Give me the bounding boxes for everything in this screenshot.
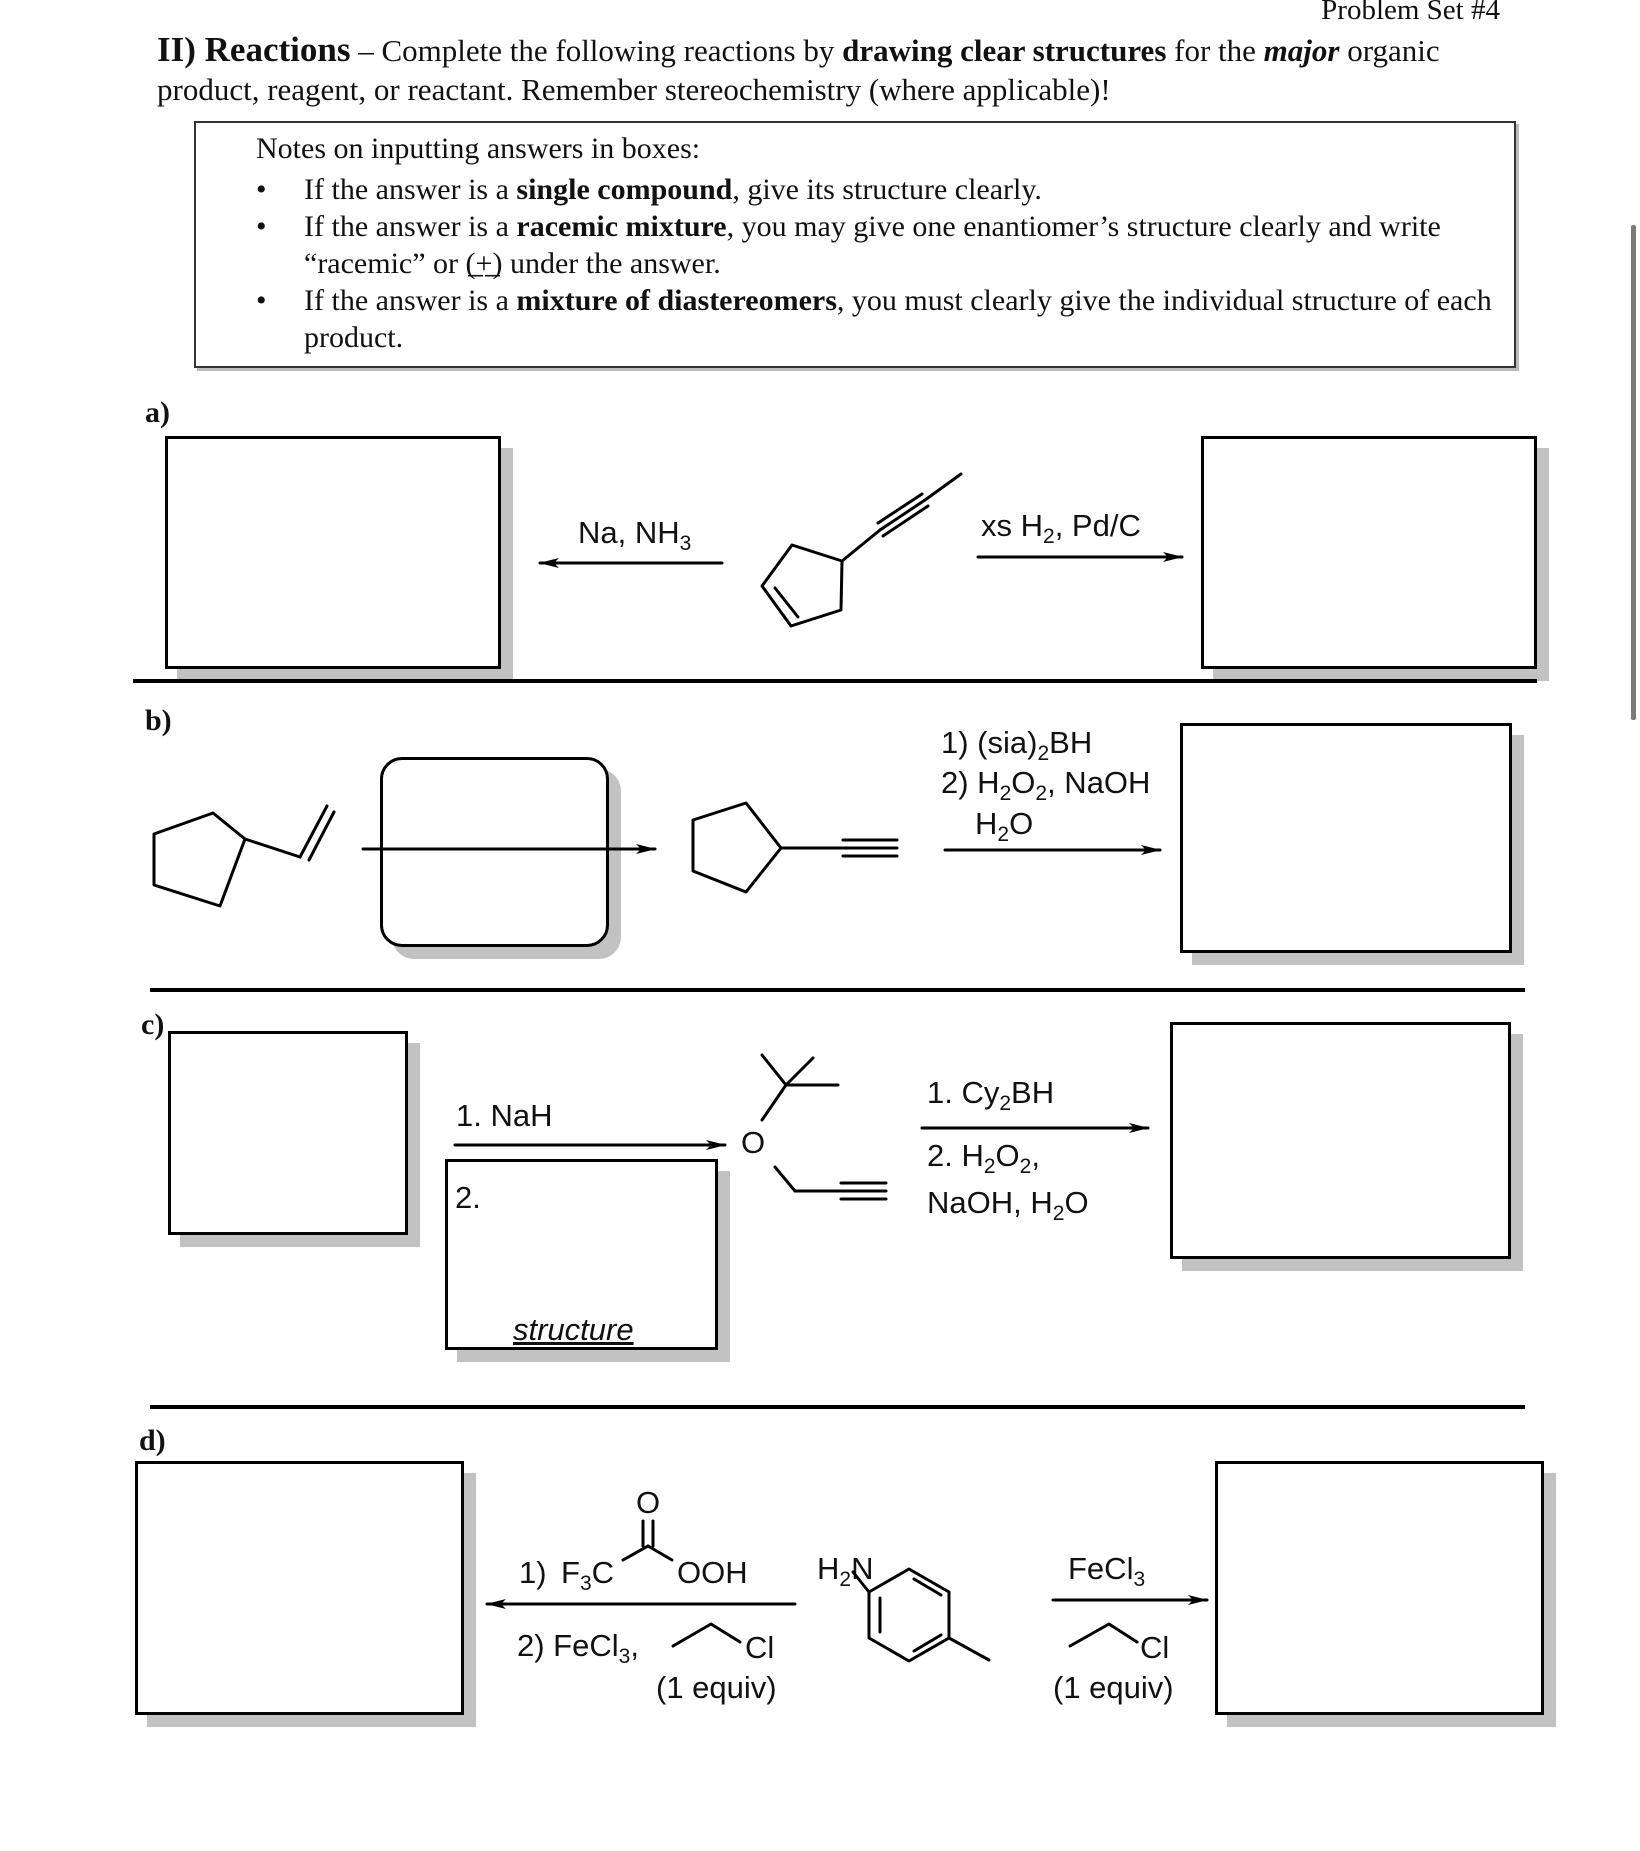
molecule-p-toluidine bbox=[853, 1569, 989, 1661]
molecule-ethynylcyclopentane bbox=[693, 803, 897, 892]
f3c-group: $F_3C$ bbox=[561, 1555, 615, 1596]
section-title: II) Reactions bbox=[157, 30, 351, 69]
reagent-h2o2-naoh: 2) $H_2O_2$, NaOH bbox=[941, 765, 1151, 806]
amine-group: $H_2N$ bbox=[817, 1551, 874, 1592]
chloride-right: Cl bbox=[1140, 1630, 1170, 1665]
structure-hint: structure bbox=[513, 1312, 634, 1347]
ooh-group: OOH bbox=[677, 1555, 748, 1590]
reagent-na-nh3: Na, $NH_3$ bbox=[578, 515, 692, 556]
equiv-right: (1 equiv) bbox=[1053, 1670, 1174, 1705]
molecule-vinylcyclopentane bbox=[154, 806, 334, 906]
molecule-ethyl-chloride-right bbox=[1070, 1624, 1137, 1646]
ether-oxygen-atom: O bbox=[741, 1125, 766, 1160]
problem-c-label: c) bbox=[141, 1008, 165, 1041]
molecule-tbutyl-propargyl-ether bbox=[762, 1055, 886, 1199]
instruction-major: major bbox=[1263, 33, 1340, 68]
problem-a-label: a) bbox=[145, 396, 170, 429]
step-2-label: 2. bbox=[455, 1180, 481, 1215]
reagent-h2o: $H_2O$ bbox=[975, 806, 1034, 847]
bullet-icon: • bbox=[256, 210, 267, 243]
molecule-ethyl-chloride-left bbox=[673, 1624, 740, 1646]
reagent-sia2bh: 1) $(sia)_2BH$ bbox=[941, 725, 1093, 766]
molecule-cyclopentenyl-propyne bbox=[762, 474, 961, 626]
reagent-fecl3-right: FeCl$_3$ bbox=[1068, 1551, 1146, 1592]
chloride-left: Cl bbox=[745, 1630, 775, 1665]
scrollbar-thumb bbox=[1631, 225, 1636, 720]
carbonyl-oxygen-atom: O bbox=[636, 1485, 661, 1520]
equiv-left: (1 equiv) bbox=[656, 1670, 777, 1705]
molecule-trifluoroperacetic-acid bbox=[623, 1521, 672, 1560]
reagent-fecl3-left: 2) FeCl$_3$, bbox=[517, 1628, 639, 1669]
notes-title: Notes on inputting answers in boxes: bbox=[256, 132, 701, 165]
reagent-naoh-h2o: NaOH, $H_2O$ bbox=[927, 1185, 1089, 1226]
instruction-emphasis: drawing clear structures bbox=[842, 33, 1167, 68]
bullet-icon: • bbox=[256, 173, 267, 206]
bullet-icon: • bbox=[256, 284, 267, 317]
reagent-h2-pdc: xs $H_2$, Pd/C bbox=[981, 508, 1141, 549]
problem-set-number: Problem Set #4 bbox=[1321, 0, 1500, 26]
problem-d-label: d) bbox=[139, 1424, 166, 1457]
step-nah: 1. NaH bbox=[456, 1098, 553, 1133]
step-1-label: 1) bbox=[519, 1555, 547, 1590]
reagent-cy2bh: 1. $Cy_2BH$ bbox=[927, 1075, 1055, 1116]
reagent-h2o2: 2. $H_2O_2$, bbox=[927, 1138, 1040, 1179]
problem-b-label: b) bbox=[145, 704, 172, 737]
instructions-header: II) Reactions – Complete the following reactions by drawing clear structures for the major organic product, reagent, or reactant. Remember stereochemistry (where applicable)! bbox=[157, 30, 1440, 107]
notes-box: Notes on inputting answers in boxes: • If the answer is a single compound, give its structure clearly. • If the answer is a racemic mixture, you may give one enantiomer’s structure clearly and write “racemic” or (̲+̲) under the answer. • If the answer is a mixture of diastereomers, you must clearly give the individual structure of each product. bbox=[194, 121, 1516, 368]
